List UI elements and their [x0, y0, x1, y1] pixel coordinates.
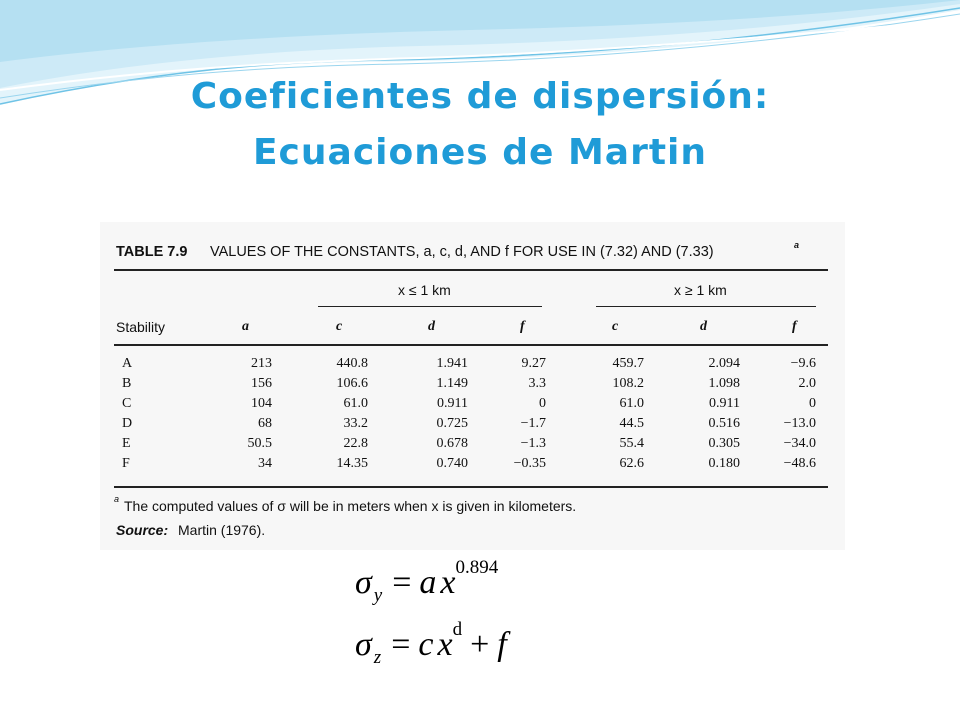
- table-cell-c-near: 61.0: [343, 396, 368, 411]
- table-top-rule: [114, 269, 828, 271]
- table-cell-a: 156: [251, 376, 272, 391]
- table-cell-stability: C: [122, 396, 132, 411]
- table-cell-f-far: −13.0: [783, 416, 816, 431]
- table-cell-c-far: 44.5: [619, 416, 644, 431]
- table-cell-c-near: 106.6: [336, 376, 368, 391]
- col-header-c-far: c: [612, 319, 619, 334]
- equation-sigma-z: [355, 619, 507, 668]
- table-cell-c-far: 55.4: [619, 436, 644, 451]
- table-cell-d-near: 0.725: [436, 416, 468, 431]
- coefficient-a: a: [419, 564, 437, 601]
- constant-f: f: [497, 626, 507, 663]
- table-cell-stability: E: [122, 436, 131, 451]
- equals-sign: =: [391, 626, 411, 663]
- equation-sigma-y: [355, 557, 499, 606]
- table-bottom-rule: [114, 486, 828, 488]
- table-cell-f-far: −34.0: [783, 436, 816, 451]
- sigma-symbol: σ: [355, 564, 372, 601]
- table-cell-f-near: 9.27: [521, 356, 546, 371]
- source-text: Martin (1976).: [178, 522, 266, 538]
- table-footnote: The computed values of σ will be in meters when x is given in kilometers.: [124, 498, 577, 514]
- source-label: Source:: [116, 522, 169, 538]
- table-cell-c-far: 459.7: [612, 356, 644, 371]
- subscript-y: y: [373, 585, 383, 606]
- table-cell-d-near: 1.941: [436, 356, 468, 371]
- subscript-z: z: [373, 647, 382, 668]
- slide-title-line2: Ecuaciones de Martin: [252, 132, 708, 173]
- table-cell-f-near: 3.3: [528, 376, 546, 391]
- equals-sign: =: [392, 564, 412, 601]
- table-cell-d-far: 0.305: [708, 436, 740, 451]
- table-cell-f-near: 0: [539, 396, 546, 411]
- table-cell-c-near: 440.8: [336, 356, 368, 371]
- footnote-mark: a: [114, 494, 120, 504]
- coefficient-c: c: [418, 626, 434, 663]
- col-header-f-far: f: [792, 319, 797, 334]
- table-cell-f-near: −0.35: [513, 456, 546, 471]
- table-cell-c-far: 62.6: [619, 456, 644, 471]
- col-header-d-far: d: [700, 319, 707, 334]
- constants-table-image: [100, 222, 845, 550]
- slide-title-line1: Coeficientes de dispersión:: [190, 76, 770, 117]
- group-rule-left: [318, 306, 542, 307]
- group-header-right: x ≥ 1 km: [674, 282, 727, 298]
- table-cell-c-far: 108.2: [612, 376, 644, 391]
- plus-sign: +: [470, 626, 490, 663]
- table-cell-d-far: 0.180: [708, 456, 740, 471]
- table-cell-a: 213: [251, 356, 272, 371]
- table-cell-a: 50.5: [247, 436, 272, 451]
- table-cell-a: 34: [258, 456, 272, 471]
- table-cell-f-far: −48.6: [783, 456, 816, 471]
- table-caption-label: TABLE 7.9: [116, 244, 188, 260]
- table-cell-d-far: 1.098: [708, 376, 740, 391]
- table-cell-f-near: −1.7: [520, 416, 546, 431]
- table-cell-stability: D: [122, 416, 133, 431]
- exponent-0-894: 0.894: [455, 557, 499, 578]
- col-header-f-near: f: [520, 319, 525, 334]
- table-cell-d-far: 0.516: [708, 416, 740, 431]
- col-header-stability: Stability: [116, 319, 166, 335]
- table-cell-f-far: 2.0: [798, 376, 816, 391]
- table-caption-mark: a: [794, 240, 800, 250]
- table-cell-f-far: −9.6: [790, 356, 816, 371]
- col-header-c-near: c: [336, 319, 343, 334]
- table-cell-d-near: 0.740: [436, 456, 468, 471]
- table-cell-stability: A: [122, 356, 133, 371]
- table-cell-d-far: 0.911: [709, 396, 740, 411]
- variable-x: x: [440, 564, 456, 601]
- table-cell-d-near: 1.149: [436, 376, 468, 391]
- table-cell-a: 104: [251, 396, 272, 411]
- table-cell-f-near: −1.3: [520, 436, 546, 451]
- group-header-left: x ≤ 1 km: [398, 282, 451, 298]
- group-rule-right: [596, 306, 816, 307]
- table-cell-stability: B: [122, 376, 132, 391]
- table-cell-d-far: 2.094: [708, 356, 740, 371]
- sigma-symbol: σ: [355, 626, 372, 663]
- table-header-rule: [114, 344, 828, 346]
- col-header-d-near: d: [428, 319, 435, 334]
- martin-equations: [355, 557, 615, 690]
- table-cell-f-far: 0: [809, 396, 816, 411]
- table-cell-d-near: 0.911: [437, 396, 468, 411]
- table-cell-c-near: 33.2: [343, 416, 368, 431]
- table-cell-stability: F: [122, 456, 130, 471]
- table-cell-c-far: 61.0: [619, 396, 644, 411]
- table-cell-c-near: 22.8: [343, 436, 368, 451]
- variable-x: x: [437, 626, 453, 663]
- table-cell-d-near: 0.678: [436, 436, 468, 451]
- col-header-a: a: [242, 319, 249, 334]
- table-cell-c-near: 14.35: [336, 456, 368, 471]
- table-cell-a: 68: [258, 416, 272, 431]
- exponent-d: d: [452, 619, 463, 640]
- table-caption-text: VALUES OF THE CONSTANTS, a, c, d, AND f FOR USE IN (7.32) AND (7.33): [210, 244, 714, 260]
